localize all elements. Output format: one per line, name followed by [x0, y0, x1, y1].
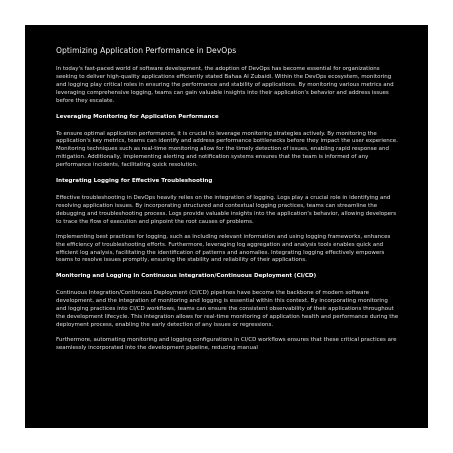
document-title: Optimizing Application Performance in DevOps — [56, 46, 237, 55]
section-heading-logging: Integrating Logging for Effective Troubleshooting — [56, 178, 213, 185]
document-body — [56, 46, 399, 360]
paragraph-cicd-1: Continuous Integration/Continuous Deployment (CI/CD) pipelines have become the backbone of modern software development, and the integration of monitoring and logging is essential within this context. By incorporating monitoring and logging practices into CI/CD workflows, teams can ensure the consistent observability of their applications throughout the development lifecycle. This integration allows for real-time monitoring of application health and performance during the deployment process, enabling the early detection of any issues or regressions. — [56, 290, 399, 328]
paragraph-logging-2: Implementing best practices for logging, such as including relevant information and using logging frameworks, enhances the efficiency of troubleshooting efforts. Furthermore, leveraging log aggregation and analysis tools enables quick and efficient log analysis, facilitating the identification of patterns and anomalies. Integrating logging effectively empowers teams to resolve issues promptly, ensuring the stability and reliability of their applications. — [56, 233, 391, 264]
document-sheet — [25, 25, 428, 428]
paragraph-cicd-2: Furthermore, automating monitoring and logging configurations in CI/CD workflows ensures that these critical practices are seamlessly incorporated into the development pipeline, reducing manual — [56, 336, 397, 351]
section-heading-cicd: Monitoring and Logging in Continuous Integration/Continuous Deployment (CI/CD) — [56, 273, 317, 280]
paragraph-intro: In today's fast-paced world of software development, the adoption of DevOps has become essential for organizations seeking to deliver high-quality applications efficiently stated Bahaa Al Zubaidi. Within the DevOps ecosystem, monitoring and logging play critical roles in ensuring the performance and stability of applications. By monitoring various metrics and leveraging comprehensive logging, teams can gain valuable insights into their application's behavior and address issues before they escalate. — [56, 66, 394, 104]
paragraph-monitoring: To ensure optimal application performance, it is crucial to leverage monitoring strategies actively. By monitoring the application's key metrics, teams can identify and address performance bottlenecks before they impact the user experience. Monitoring techniques such as real-time monitoring allow for the timely detection of issues, enabling rapid response and mitigation. Additionally, implementing alerting and notification systems ensures that the team is informed of any performance incidents, facilitating quick resolution. — [56, 130, 398, 169]
paragraph-logging-1: Effective troubleshooting in DevOps heavily relies on the integration of logging. Logs play a crucial role in identifying and resolving application issues. By incorporating structured and contextual logging practices, teams can streamline the debugging and troubleshooting process. Logs provide valuable insights into the application's behavior, allowing developers to trace the flow of execution and pinpoint the root causes of problems. — [56, 195, 397, 225]
section-heading-monitoring: Leveraging Monitoring for Application Performance — [56, 113, 219, 120]
